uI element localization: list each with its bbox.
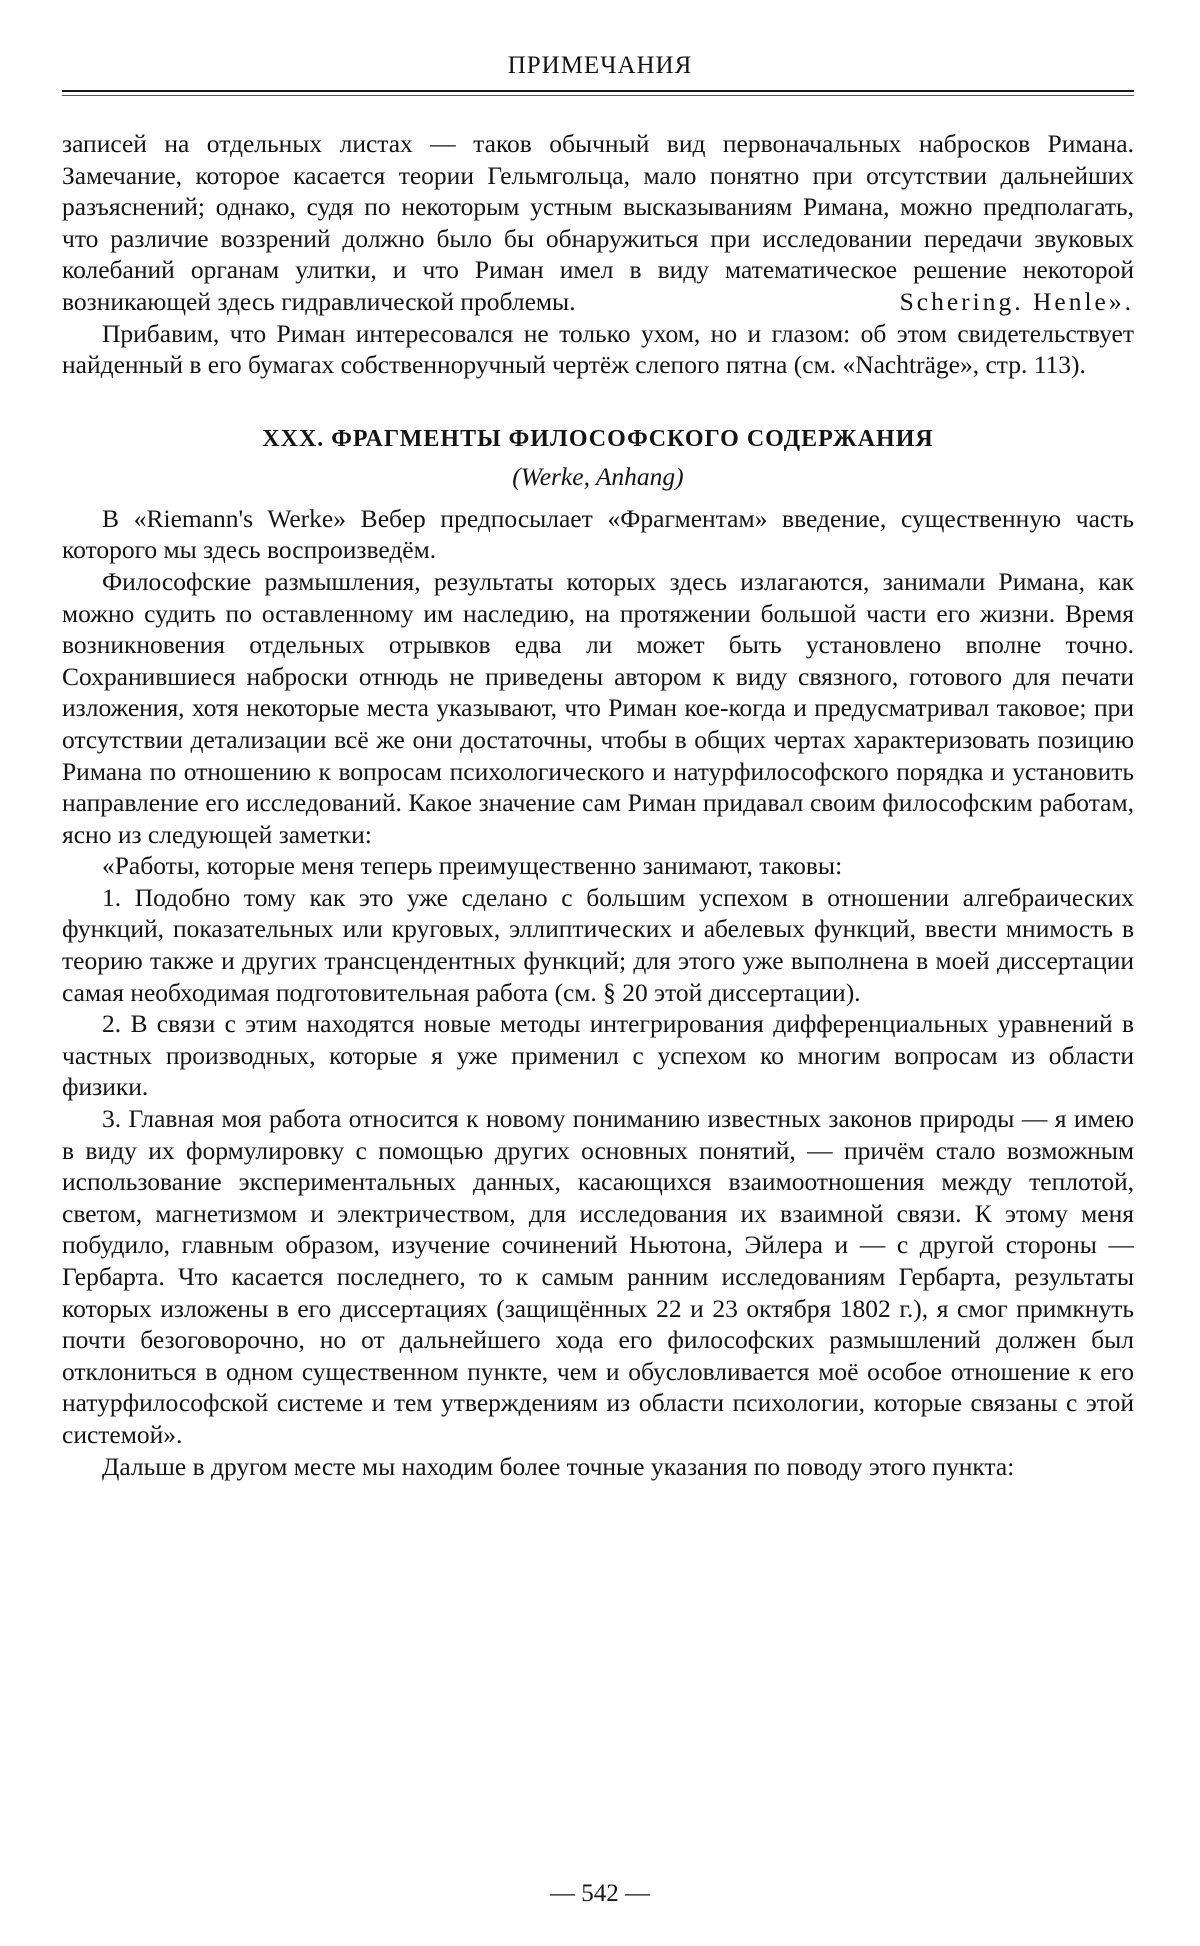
page-text: [62, 128, 1134, 1482]
paragraph-quote-intro: «Работы, которые меня теперь преимущественно занимают, таковы:: [102, 851, 843, 881]
section-subtitle: (Werke, Anhang): [512, 461, 684, 491]
paragraph-last: Дальше в другом месте мы находим более точные указания по поводу этого пункта:: [102, 1451, 1015, 1481]
list-item: 1. Подобно тому как это уже сделано с большим успехом в отношении алгебраических функций, показательных или круговых, эллиптических и абелевых функций, ввести мнимость в теорию также и других трансцендентных функций; для этого уже выполнена в моей диссертации самая необходимая подготовительная работа (см. § 20 этой диссертации).: [62, 882, 1134, 1007]
running-title: ПРИМЕЧАНИЯ: [507, 52, 693, 79]
paragraph-philosophy: Философские размышления, результаты которых здесь излагаются, занимали Римана, как можно судить по оставленному им наследию, на протяжении большой части его жизни. Время возникновения отдельных отрывков едва ли может быть установлено вполне точно. Сохранившиеся наброски отнюдь не приведены автором к виду связного, готового для печати изложения, хотя некоторые места указывают, что Риман кое-когда и предусматривал таковое; при отсутствии детализации всё же они достаточны, чтобы в общих чертах характеризовать позицию Римана по отношению к вопросам психологического и натурфилософского порядка и установить направление его исследований. Какое значение сам Риман придавал своим философским работам, ясно из следующей заметки:: [62, 566, 1134, 849]
header-rule-thin: [62, 95, 1134, 96]
section-title: XXX. ФРАГМЕНТЫ ФИЛОСОФСКОГО СОДЕРЖАНИЯ: [262, 425, 934, 452]
paragraph-eye: Прибавим, что Риман интересовался не только ухом, но и глазом: об этом свидетельствует найденный в его бумагах собственноручный чертёж слепого пятна (см. «Nachträge», стр. 113).: [62, 318, 1134, 380]
paragraph-intro: записей на отдельных листах — таков обычный вид первоначальных набросков Римана. Замечание, которое касается теории Гельмгольца, мало понятно при отсутствии дальнейших разъяснений; однако, судя по некоторым устным высказываниям Римана, можно предполагать, что различие воззрений должно было бы обнаружиться при исследовании передачи звуковых колебаний органам улитки, и что Риман имел в виду математическое решение некоторой возникающей здесь гидравлической проблемы.: [62, 129, 1134, 316]
header-rule: [62, 90, 1134, 92]
list-item: 2. В связи с этим находятся новые методы интегрирования дифференциальных уравнений в частных производных, которые я уже применил с успехом ко многим вопросам из области физики.: [62, 1009, 1134, 1102]
list-item: 3. Главная моя работа относится к новому пониманию известных законов природы — я имею в виду их формулировку с помощью других основных понятий, — причём стало возможным использование экспериментальных данных, касающихся взаимоотношения между теплотой, светом, магнетизмом и электричеством, для исследования их взаимной связи. К этому меня побудило, главным образом, изучение сочинений Ньютона, Эйлера и — с другой стороны — Гербарта. Что касается последнего, то к самым ранним исследованиям Гербарта, результаты которых изложены в его диссертациях (защищённых 22 и 23 октября 1802 г.), я смог примкнуть почти безоговорочно, но от дальнейшего хода его философских размышлений должен был отклониться в одном существенном пункте, чем и обусловливается моё особое отношение к его натурфилософской системе и тем утверждениям из области психологии, которые связаны с этой системой».: [62, 1104, 1134, 1449]
signature: Schering. Henle».: [899, 286, 1134, 316]
paragraph-weber: В «Riemann's Werke» Вебер предпосылает «Фрагментам» введение, существенную часть которого мы здесь воспроизведём.: [62, 503, 1134, 565]
page-number: — 542 —: [550, 1880, 650, 1907]
